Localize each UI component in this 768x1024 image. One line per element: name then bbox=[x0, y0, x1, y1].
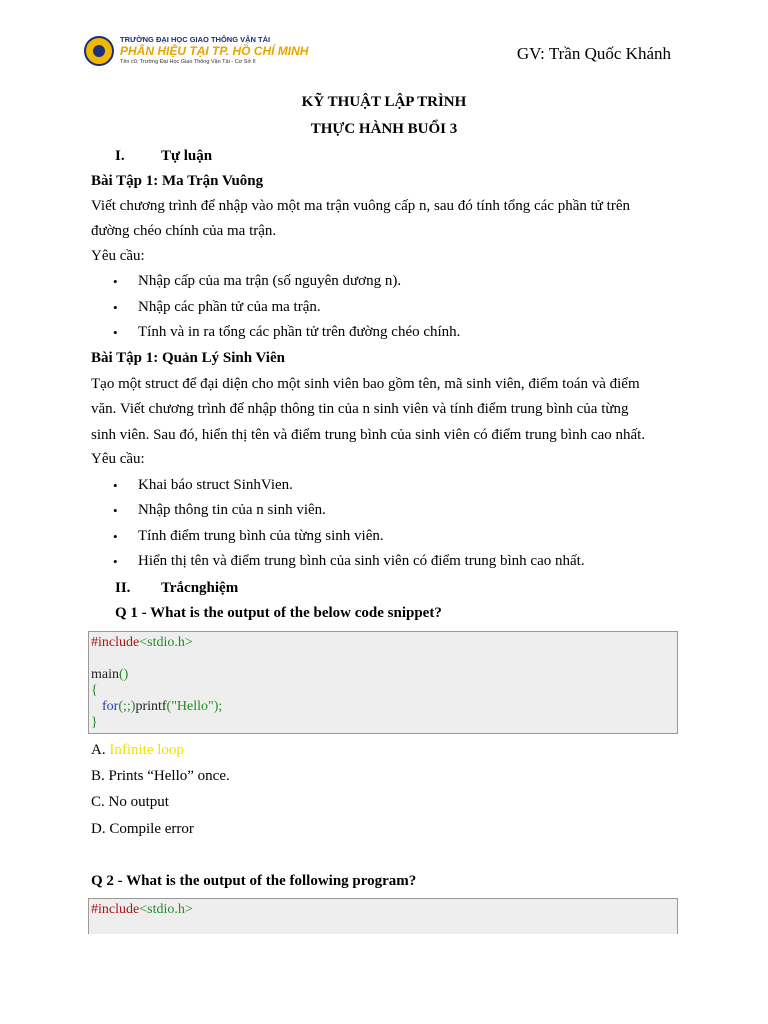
document-subtitle: THỰC HÀNH BUỔI 3 bbox=[310, 121, 458, 137]
exercise-1-bullet: Tính và in ra tổng các phần tử trên đường chéo chính. bbox=[138, 324, 461, 340]
section-2-number: II. bbox=[115, 580, 131, 596]
document-title: KỸ THUẬT LẬP TRÌNH bbox=[301, 94, 467, 110]
answer-option-a-text: Infinite loop bbox=[109, 742, 184, 758]
exercise-2-heading: Bài Tập 1: Quản Lý Sinh Viên bbox=[91, 350, 285, 366]
answer-option-a-prefix: A. bbox=[91, 742, 110, 758]
code-brace-open: { bbox=[91, 683, 98, 698]
exercise-1-requirements-label: Yêu cầu: bbox=[91, 248, 145, 264]
teacher-name: GV: Trần Quốc Khánh bbox=[516, 44, 671, 63]
section-1-number: I. bbox=[115, 148, 125, 164]
exercise-1-heading: Bài Tập 1: Ma Trận Vuông bbox=[91, 173, 264, 189]
exercise-2-bullet: Nhập thông tin của n sinh viên. bbox=[138, 502, 326, 518]
question-2-code-block bbox=[88, 898, 678, 938]
bullet-icon: • bbox=[113, 554, 118, 569]
code-function-name: main bbox=[91, 667, 119, 682]
answer-option-b: B. Prints “Hello” once. bbox=[91, 768, 230, 784]
code-function-call: printf bbox=[135, 699, 167, 714]
question-2-heading: Q 2 - What is the output of the following program? bbox=[91, 873, 417, 889]
section-1-label: Tự luận bbox=[161, 148, 213, 164]
question-1-code-block bbox=[88, 631, 678, 734]
bullet-icon: • bbox=[113, 478, 118, 493]
bullet-icon: • bbox=[113, 300, 118, 315]
code-line bbox=[91, 683, 98, 699]
code-line bbox=[91, 715, 98, 731]
exercise-1-bullet: Nhập cấp của ma trận (số nguyên dương n). bbox=[138, 273, 402, 289]
exercise-1-paragraph-line: đường chéo chính của ma trận. bbox=[91, 223, 277, 239]
bullet-icon: • bbox=[113, 529, 118, 544]
bullet-icon: • bbox=[113, 274, 118, 289]
answer-option-a bbox=[91, 742, 184, 759]
logo-line-1: TRƯỜNG ĐẠI HỌC GIAO THÔNG VẬN TẢI bbox=[120, 35, 271, 44]
code-line bbox=[91, 635, 193, 651]
code-for-args: (;;) bbox=[118, 699, 136, 714]
logo-emblem-icon bbox=[84, 36, 114, 66]
code-line bbox=[91, 667, 128, 683]
code-parens: () bbox=[119, 667, 129, 682]
exercise-1-paragraph-line: Viết chương trình để nhập vào một ma trận vuông cấp n, sau đó tính tổng các phần tử trên bbox=[91, 198, 630, 214]
answer-option-c: C. No output bbox=[91, 794, 169, 810]
answer-option-d: D. Compile error bbox=[91, 821, 194, 837]
logo-line-3: Tên cũ: Trường Đại Học Giao Thông Vận Tải - Cơ Sở II bbox=[120, 59, 256, 65]
code-directive: #include bbox=[91, 635, 140, 650]
code-line bbox=[91, 902, 193, 918]
code-brace-close: } bbox=[91, 715, 98, 730]
exercise-2-bullet: Tính điểm trung bình của từng sinh viên. bbox=[138, 528, 384, 544]
exercise-2-paragraph-line: sinh viên. Sau đó, hiển thị tên và điểm trung bình của sinh viên có điểm trung bình cao nhất. bbox=[91, 427, 646, 443]
university-logo bbox=[84, 34, 309, 70]
exercise-1-bullet: Nhập các phần tử của ma trận. bbox=[138, 299, 321, 315]
code-line bbox=[102, 699, 222, 715]
code-directive: #include bbox=[91, 902, 140, 917]
page-bottom-area bbox=[0, 934, 768, 1024]
exercise-2-bullet: Hiển thị tên và điểm trung bình của sinh viên có điểm trung bình cao nhất. bbox=[138, 553, 585, 569]
question-1-heading: Q 1 - What is the output of the below code snippet? bbox=[115, 605, 442, 621]
code-header-file: <stdio.h> bbox=[139, 902, 193, 917]
logo-line-2: PHÂN HIỆU TẠI TP. HỒ CHÍ MINH bbox=[120, 44, 309, 58]
section-2-label: Trắcnghiệm bbox=[161, 580, 239, 596]
exercise-2-requirements-label: Yêu cầu: bbox=[91, 451, 145, 467]
code-string-args: ("Hello"); bbox=[166, 699, 223, 714]
bullet-icon: • bbox=[113, 325, 118, 340]
code-keyword: for bbox=[102, 699, 119, 714]
code-header-file: <stdio.h> bbox=[139, 635, 193, 650]
exercise-2-paragraph-line: Tạo một struct để đại diện cho một sinh viên bao gồm tên, mã sinh viên, điểm toán và điểm bbox=[91, 376, 640, 392]
exercise-2-bullet: Khai báo struct SinhVien. bbox=[138, 477, 293, 493]
exercise-2-paragraph-line: văn. Viết chương trình để nhập thông tin của n sinh viên và tính điểm trung bình của từng bbox=[91, 401, 629, 417]
bullet-icon: • bbox=[113, 503, 118, 518]
